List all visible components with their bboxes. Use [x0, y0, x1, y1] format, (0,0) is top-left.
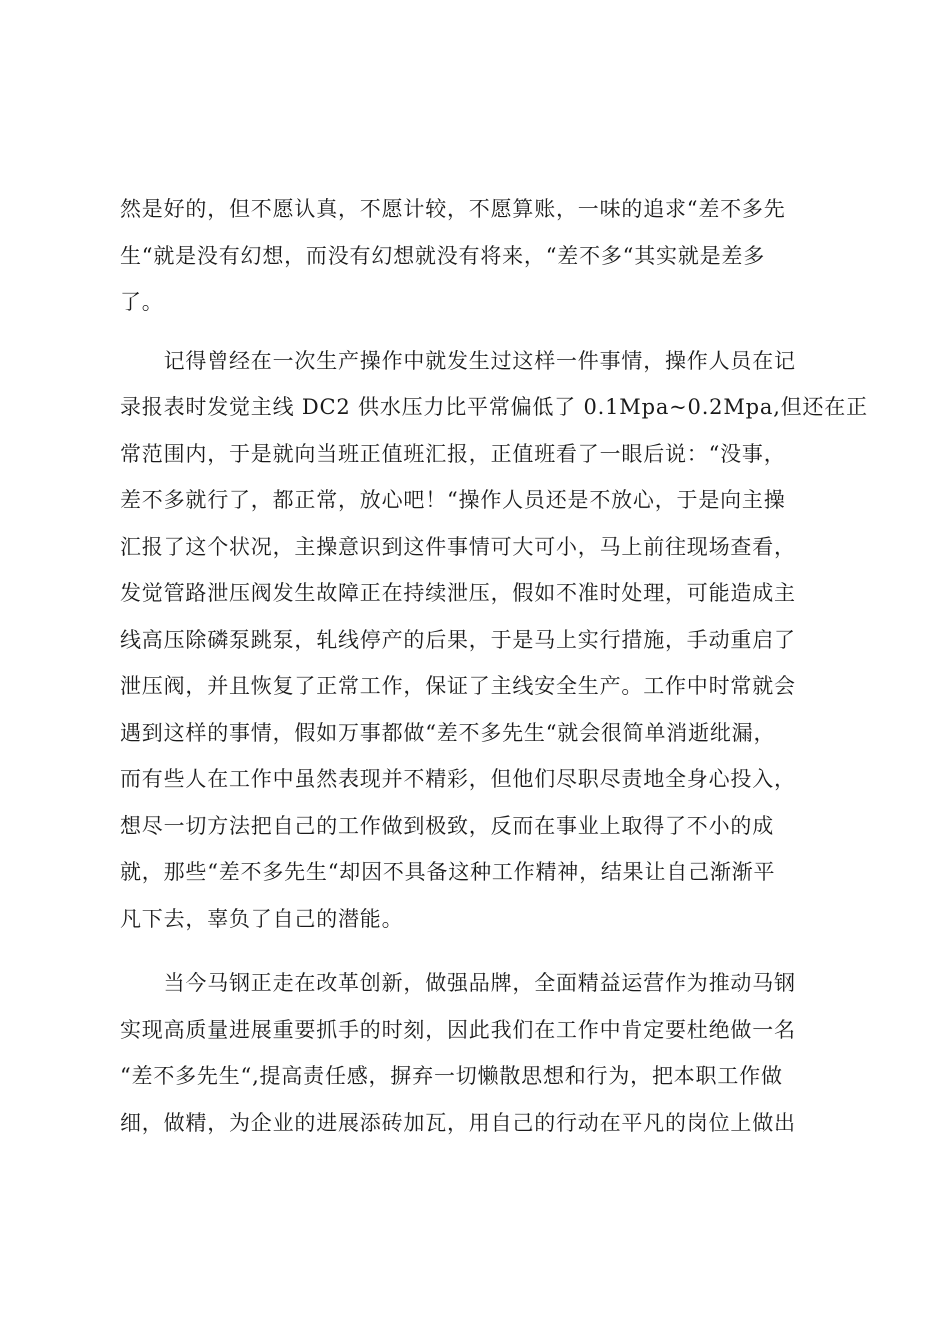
text-line: 细，做精，为企业的进展添砖加瓦，用自己的行动在平凡的岗位上做出 — [120, 1110, 796, 1135]
text-line: 记得曾经在一次生产操作中就发生过这样一件事情，操作人员在记 — [120, 348, 796, 373]
text-line: 想尽一切方法把自己的工作做到极致，反而在事业上取得了不小的成 — [120, 813, 774, 838]
text-line: 线高压除磷泵跳泵，轧线停产的后果，于是马上实行措施，手动重启了 — [120, 627, 796, 652]
text-line: 录报表时发觉主线 DC2 供水压力比平常偏低了 0.1Mpa~0.2Mpa,但还在正 — [120, 395, 868, 419]
text-line: 当今马钢正走在改革创新，做强品牌，全面精益运营作为推动马钢 — [120, 971, 796, 995]
text-line: 差不多就行了，都正常，放心吧！“操作人员还是不放心，于是向主操 — [120, 488, 786, 512]
paragraph-2 — [120, 338, 868, 943]
text-line: 就，那些“差不多先生“却因不具备这种工作精神，结果让自己渐渐平 — [120, 860, 776, 884]
paragraph-3 — [120, 960, 840, 1146]
text-line: 实现高质量进展重要抓手的时刻，因此我们在工作中肯定要杜绝做一名 — [120, 1017, 796, 1042]
text-line: 而有些人在工作中虽然表现并不精彩，但他们尽职尽责地全身心投入， — [120, 767, 796, 791]
text-line: 生“就是没有幻想，而没有幻想就没有将来，“差不多“其实就是差多 — [120, 243, 766, 268]
paragraph-1 — [120, 186, 840, 326]
text-line: “差不多先生“,提高责任感，摒弃一切懒散思想和行为，把本职工作做 — [120, 1064, 783, 1088]
text-line: 遇到这样的事情，假如万事都做“差不多先生“就会很简单消逝纰漏， — [120, 720, 776, 745]
text-line: 凡下去，辜负了自己的潜能。 — [120, 906, 404, 931]
text-line: 汇报了这个状况，主操意识到这件事情可大可小，马上前往现场查看， — [120, 534, 796, 559]
document-body — [120, 186, 868, 1152]
text-line: 发觉管路泄压阀发生故障正在持续泄压，假如不准时处理，可能造成主 — [120, 581, 796, 605]
text-line: 泄压阀，并且恢复了正常工作，保证了主线安全生产。工作中时常就会 — [120, 674, 796, 698]
text-line: 了。 — [120, 290, 164, 314]
text-line: 常范围内，于是就向当班正值班汇报，正值班看了一眼后说：“没事， — [120, 441, 786, 466]
text-line: 然是好的，但不愿认真，不愿计较，不愿算账，一味的追求“差不多先 — [120, 197, 786, 221]
